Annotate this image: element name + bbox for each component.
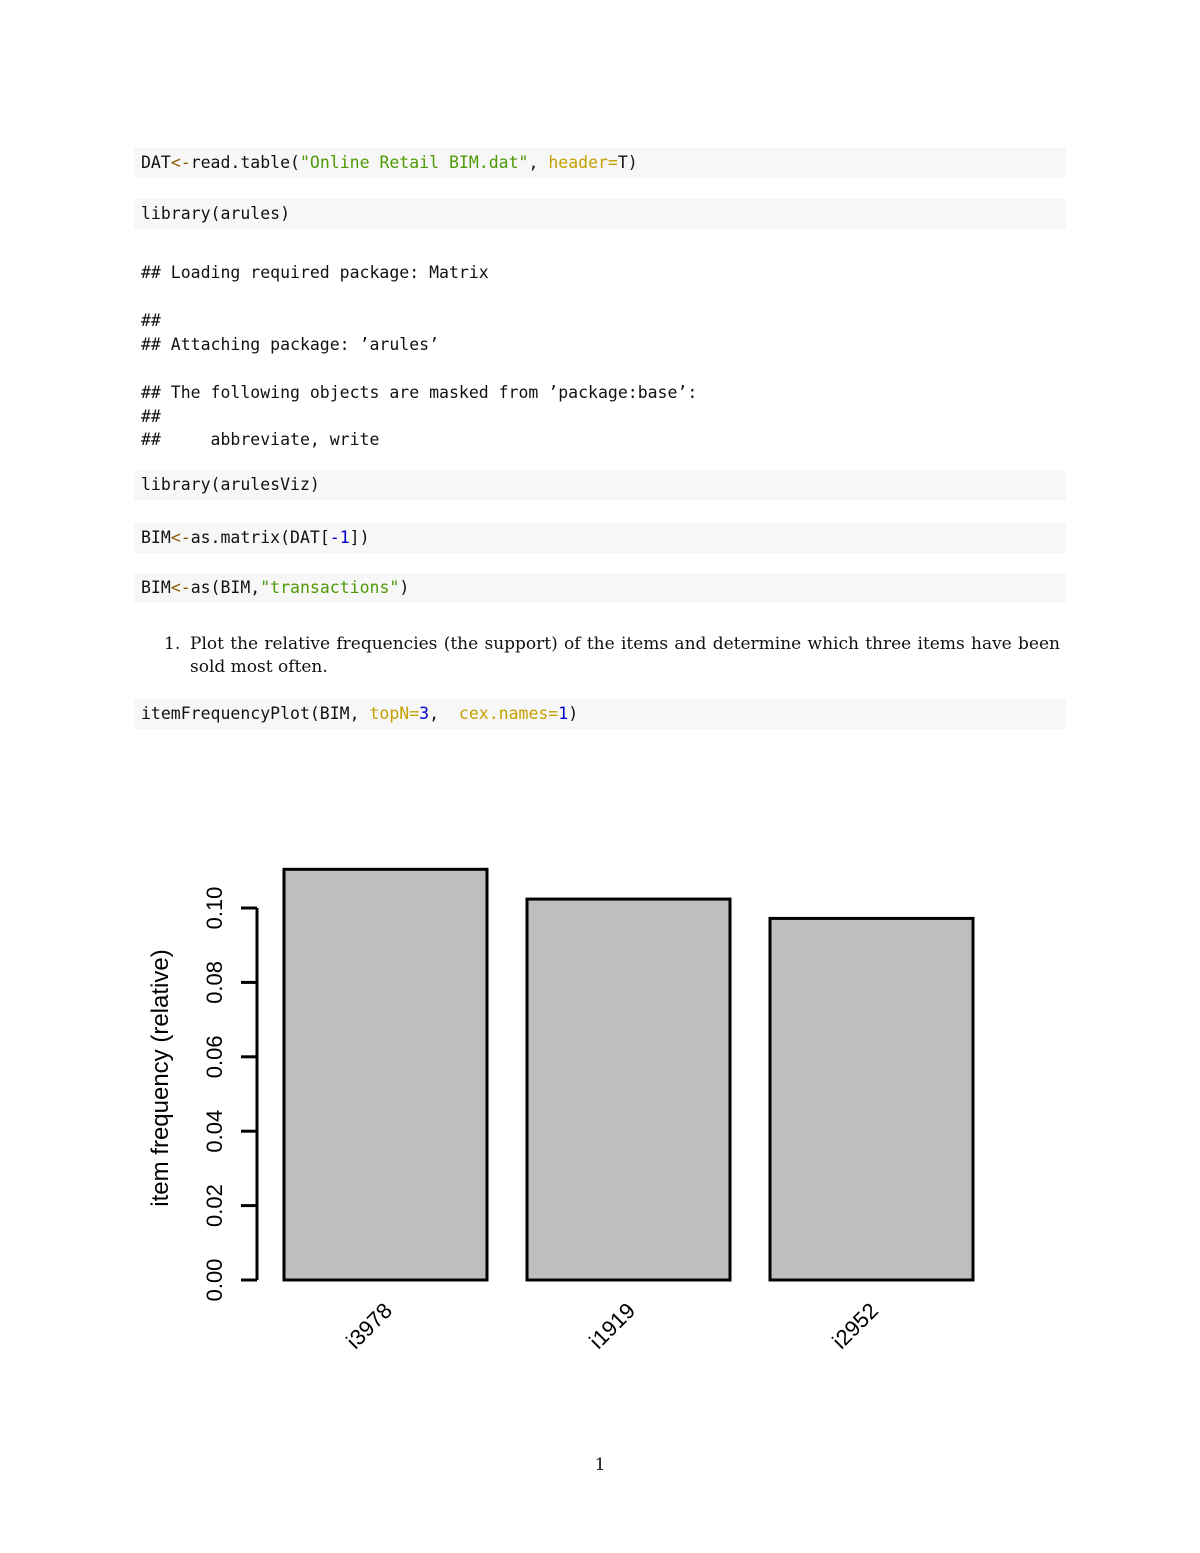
code-token: read.table(	[190, 153, 300, 172]
output-attaching-message: ## ## Attaching package: ’arules’	[141, 311, 440, 354]
code-token: DAT	[141, 153, 171, 172]
x-tick-label: i3978	[341, 1297, 398, 1354]
y-tick-label: 0.08	[202, 960, 227, 1004]
code-token: as.matrix(DAT[	[190, 528, 330, 547]
question-paragraph	[164, 633, 1060, 679]
code-token: T)	[617, 153, 638, 172]
y-tick-label: 0.06	[202, 1035, 227, 1079]
code-token: 1	[558, 704, 569, 723]
code-chunk-read-table	[134, 148, 1066, 178]
code-token: BIM	[141, 528, 171, 547]
code-token: <-	[170, 528, 191, 547]
code-token: BIM	[141, 578, 171, 597]
code-token: <-	[170, 578, 191, 597]
y-tick-label: 0.10	[202, 886, 227, 930]
code-token: <-	[170, 153, 191, 172]
code-chunk-library-arulesviz	[134, 470, 1066, 500]
item-frequency-bar-chart	[130, 820, 1010, 1400]
code-chunk-item-frequency-plot	[134, 699, 1066, 729]
output-masked-message: ## The following objects are masked from ’package:base’: ## ## abbreviate, write	[141, 383, 698, 449]
question-number: 1.	[164, 634, 181, 654]
bar-i1919	[527, 899, 730, 1280]
page-number: 1	[594, 1455, 606, 1475]
code-token: ])	[349, 528, 370, 547]
code-token: as(BIM,	[190, 578, 261, 597]
code-token: itemFrequencyPlot(BIM,	[141, 704, 370, 723]
code-token: library(arules)	[141, 204, 291, 223]
code-chunk-as-transactions	[134, 573, 1066, 603]
code-token: topN=	[369, 704, 420, 723]
code-chunk-library-arules	[134, 199, 1066, 229]
code-token: library(arulesViz)	[141, 475, 320, 494]
y-axis-label: item frequency (relative)	[147, 949, 174, 1207]
y-tick-label: 0.00	[202, 1258, 227, 1302]
code-token: 3	[419, 704, 430, 723]
bar-i2952	[770, 918, 973, 1280]
x-tick-label: i1919	[584, 1297, 641, 1354]
code-token: )	[399, 578, 410, 597]
output-loading-message: ## Loading required package: Matrix	[141, 263, 489, 282]
code-token: )	[568, 704, 579, 723]
bar-i3978	[284, 869, 487, 1280]
code-chunk-as-matrix	[134, 523, 1066, 553]
code-token: ,	[528, 153, 549, 172]
code-token: header=	[548, 153, 618, 172]
code-token: cex.names=	[458, 704, 559, 723]
y-tick-label: 0.02	[202, 1184, 227, 1228]
question-text: Plot the relative frequencies (the support) of the items and determine which three items have been sold most often.	[190, 634, 1060, 677]
x-tick-label: i2952	[827, 1297, 884, 1354]
code-token: ,	[429, 704, 459, 723]
code-token: -1	[329, 528, 350, 547]
y-tick-label: 0.04	[202, 1109, 227, 1153]
code-token: "Online Retail BIM.dat"	[299, 153, 529, 172]
code-token: "transactions"	[260, 578, 400, 597]
